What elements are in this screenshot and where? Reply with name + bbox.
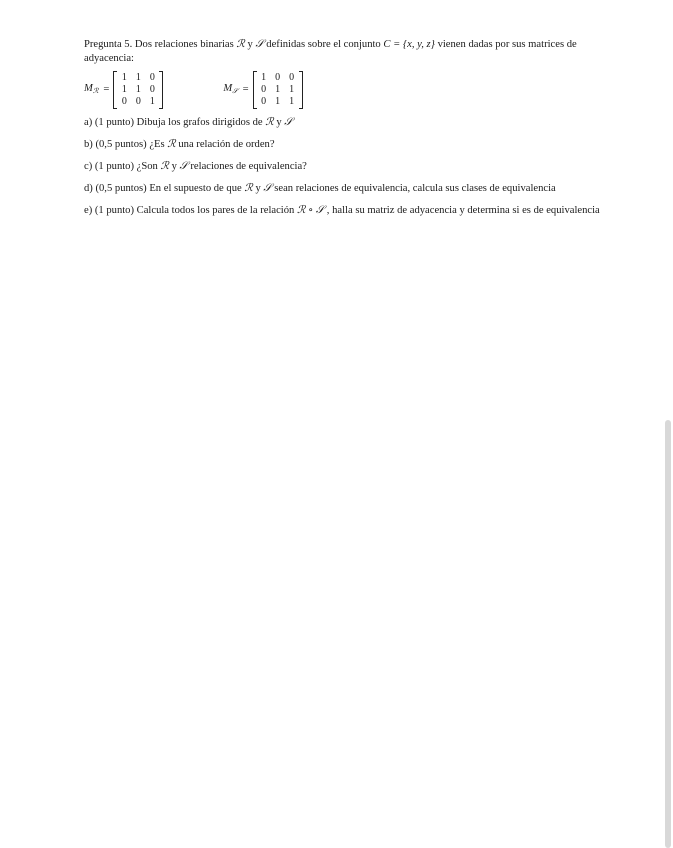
question-content — [84, 38, 614, 226]
item-e: e) (1 punto) Calcula todos los pares de la relación ℛ ∘ 𝒮 , halla su matriz de adyacencia y determina si es de equivalencia — [84, 205, 600, 216]
relation-r: ℛ — [236, 39, 245, 50]
matrix-s-label: $M_𝒮$ — [223, 83, 238, 95]
vertical-scrollbar[interactable] — [665, 420, 671, 848]
matrix-s: 1 0 0 0 1 1 0 1 1 — [253, 71, 303, 109]
item-c: c) (1 punto) ¿Son ℛ y 𝒮 relaciones de equivalencia? — [84, 161, 307, 172]
matrices-row — [84, 70, 614, 110]
item-a: a) (1 punto) Dibuja los grafos dirigidos de ℛ y 𝒮 — [84, 117, 293, 128]
item-b: b) (0,5 puntos) ¿Es ℛ una relación de orden? — [84, 139, 275, 150]
question-intro: Pregunta 5. Dos relaciones binarias ℛ y 𝒮 definidas sobre el conjunto C = {x, y, z} vienen dadas por sus matrices de adyacencia: — [84, 39, 577, 64]
matrix-s-block: $M_𝒮$ = 1 0 0 0 1 1 0 1 1 — [223, 71, 302, 109]
matrix-r-block: $M_ℛ$ = 1 1 0 1 1 0 0 0 1 — [84, 71, 163, 109]
item-d: d) (0,5 puntos) En el supuesto de que ℛ y 𝒮 sean relaciones de equivalencia, calcula sus clases de equivalencia — [84, 183, 556, 194]
matrix-r-label: $M_ℛ$ — [84, 83, 99, 95]
set-expression: C = {x, y, z} — [383, 39, 435, 50]
matrix-r: 1 1 0 1 1 0 0 0 1 — [113, 71, 163, 109]
relation-s: 𝒮 — [255, 39, 264, 50]
